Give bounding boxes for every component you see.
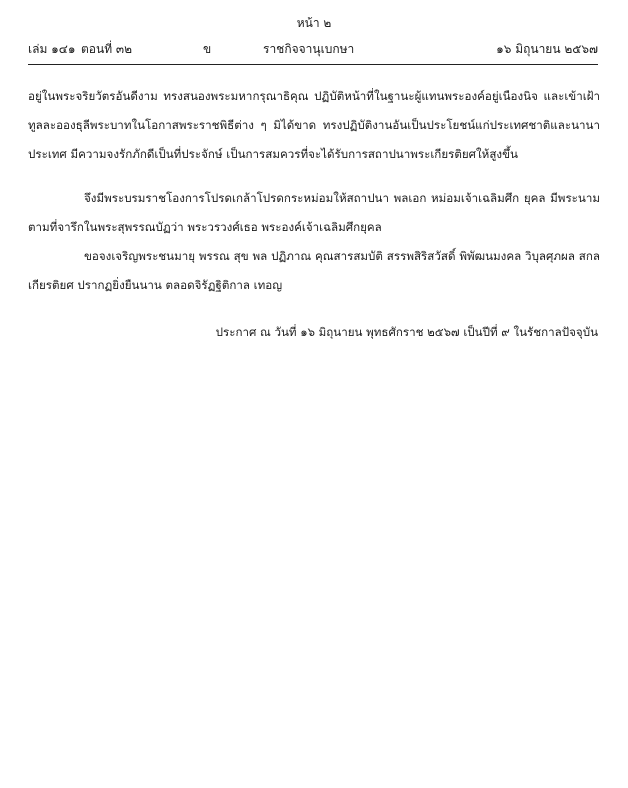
- paragraph-text: อยู่ในพระจริยวัตรอันดีงาม ทรงสนองพระมหากรุณาธิคุณ ปฏิบัติหน้าที่ในฐานะผู้แทนพระองค์อยู่เนืองนิจ และเข้าเฝ้าทูลละอองธุลีพระบาทในโอกาสพระราชพิธีต่าง ๆ มิได้ขาด ทรงปฏิบัติงานอันเป็นประโยชน์แก่ประเทศชาติและนานาประเทศ มีความจงรักภักดีเป็นที่ประจักษ์ เป็นการสมควรที่จะได้รับการสถาปนาพระเกียรติยศให้สูงขึ้น: [28, 89, 600, 161]
- announcement-date-line: ประกาศ ณ วันที่ ๑๖ มิถุนายน พุทธศักราช ๒๕๖๗ เป็นปีที่ ๙ ในรัชกาลปัจจุบัน: [215, 325, 598, 339]
- section-label: ข: [203, 42, 212, 56]
- paragraph-text: ขอจงเจริญพระชนมายุ พรรณ สุข พล ปฏิภาณ คุณสารสมบัติ สรรพสิริสวัสดิ์ พิพัฒนมงคล วิบุลศุภผล สกลเกียรติยศ ปรากฏยิ่งยืนนาน ตลอดจิรัฏฐิติกาล เทอญ: [28, 249, 600, 292]
- page-number: หน้า ๒: [296, 16, 332, 30]
- gazette-header: [28, 40, 598, 60]
- gazette-name: ราชกิจจานุเบกษา: [263, 42, 355, 56]
- volume-label: เล่ม ๑๔๑: [28, 42, 76, 56]
- part-label: ตอนที่ ๓๒: [81, 42, 133, 56]
- issue-date: ๑๖ มิถุนายน ๒๕๖๗: [496, 42, 598, 56]
- body-paragraph-1: [28, 82, 600, 169]
- body-paragraph-3: [28, 242, 600, 300]
- paragraph-text: จึงมีพระบรมราชโองการโปรดเกล้าโปรดกระหม่อมให้สถาปนา พลเอก หม่อมเจ้าเฉลิมศึก ยุคล มีพระนามตามที่จารึกในพระสุพรรณบัฏว่า พระวรวงศ์เธอ พระองค์เจ้าเฉลิมศึกยุคล: [28, 191, 600, 234]
- header-divider: [28, 64, 598, 65]
- body-paragraph-2: [28, 184, 600, 242]
